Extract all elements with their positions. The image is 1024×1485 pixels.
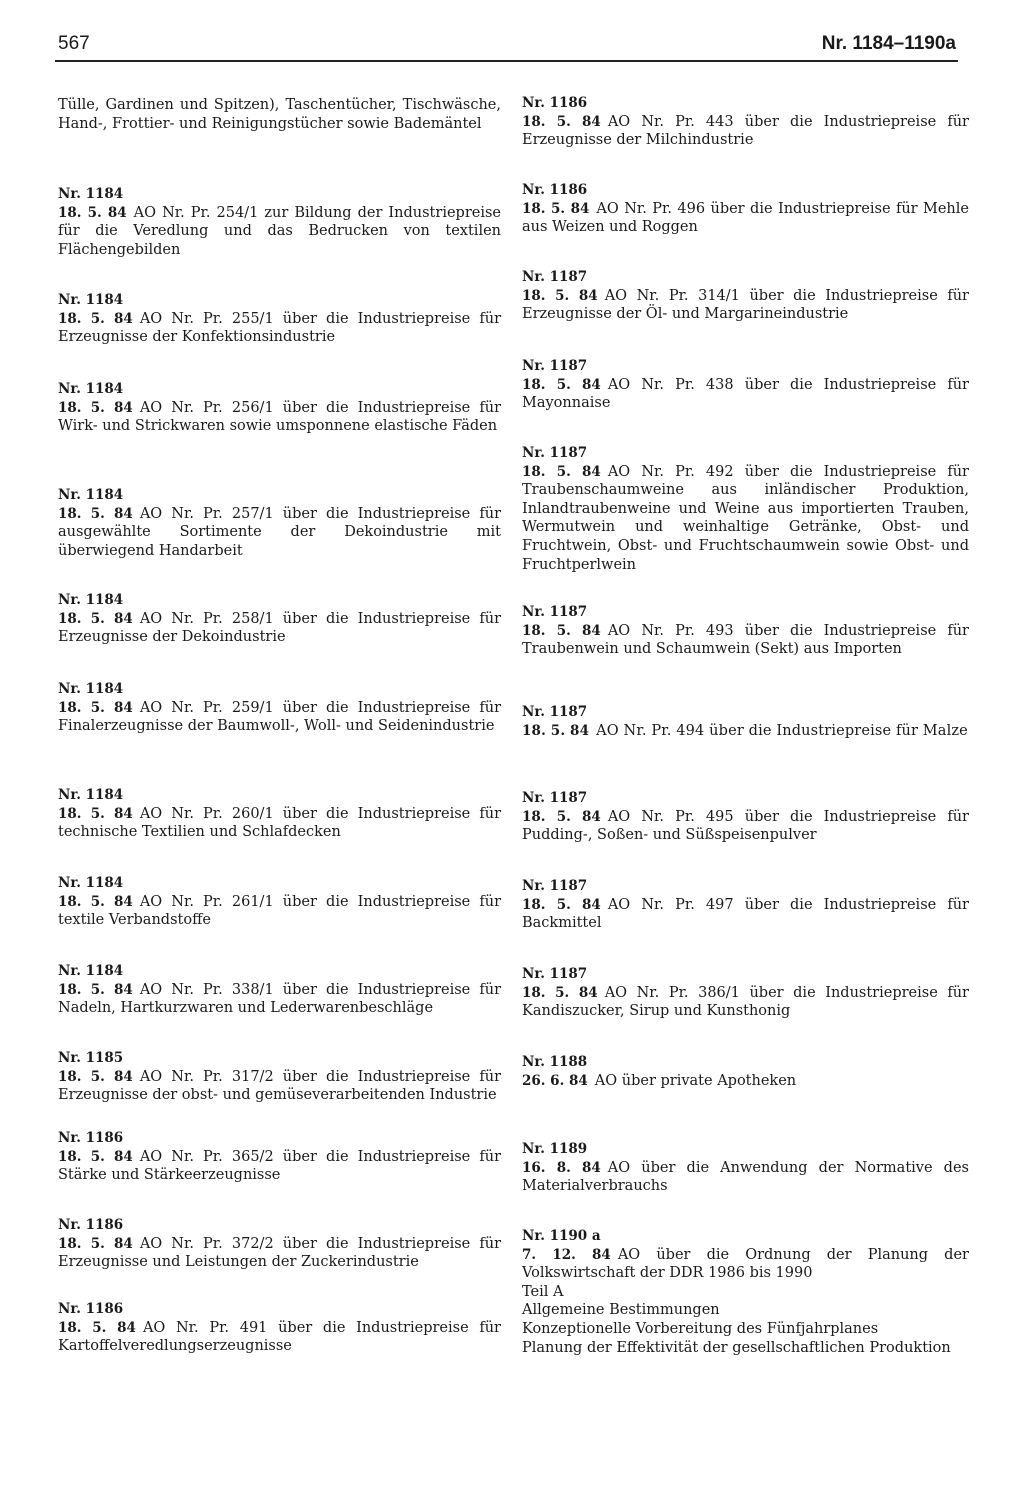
entry-body xyxy=(522,896,969,933)
entry-title: AO Nr. Pr. 338/1 über die Industriepreise für Nadeln, Hartkurzwaren und Lederwarenbeschläge xyxy=(58,981,501,1017)
page-header xyxy=(55,30,958,62)
entry-body xyxy=(58,805,501,842)
entry-date: 18. 5. 84 xyxy=(58,610,133,627)
entry-number: Nr. 1184 xyxy=(58,787,124,803)
entry-number: Nr. 1187 xyxy=(522,790,588,806)
entry-title: AO Nr. Pr. 259/1 über die Industriepreise für Finalerzeugnisse der Baumwoll-, Woll- und Seidenindustrie xyxy=(58,699,501,735)
entry-number: Nr. 1189 xyxy=(522,1141,588,1157)
entry-number: Nr. 1186 xyxy=(522,95,588,111)
entry xyxy=(58,680,501,736)
entry-number: Nr. 1187 xyxy=(522,966,588,982)
entry-body xyxy=(58,310,501,347)
entry-title: AO Nr. Pr. 386/1 über die Industriepreise für Kandiszucker, Sirup und Kunsthonig xyxy=(522,984,969,1020)
entry-number: Nr. 1184 xyxy=(58,875,124,891)
entry-body xyxy=(58,1319,501,1356)
entry-date: 18. 5. 84 xyxy=(58,310,133,327)
entry-number: Nr. 1186 xyxy=(58,1130,124,1146)
entry-title: AO Nr. Pr. 257/1 über die Industriepreise für ausgewählte Sortimente der Dekoindustrie mit überwiegend Handarbeit xyxy=(58,505,501,559)
entry-body xyxy=(58,699,501,736)
entry xyxy=(58,874,501,930)
entry-title: AO über die Ordnung der Planung der Volkswirtschaft der DDR 1986 bis 1990 xyxy=(522,1246,969,1282)
entry xyxy=(522,268,969,324)
entry xyxy=(58,185,501,259)
entry-title: AO Nr. Pr. 372/2 über die Industriepreise für Erzeugnisse und Leistungen der Zuckerindustrie xyxy=(58,1235,501,1271)
entry xyxy=(58,962,501,1018)
entry-number: Nr. 1187 xyxy=(522,358,588,374)
entry-body xyxy=(522,1072,969,1091)
entry xyxy=(58,1300,501,1356)
entry-number: Nr. 1187 xyxy=(522,269,588,285)
entry-date: 18. 5. 84 xyxy=(58,204,127,221)
entry-title: AO über die Anwendung der Normative des Materialverbrauchs xyxy=(522,1159,969,1195)
entry-date: 26. 6. 84 xyxy=(522,1072,588,1089)
entry-subtitle: Planung der Effektivität der gesellschaftlichen Produktion xyxy=(522,1339,951,1356)
entry-title: AO Nr. Pr. 314/1 über die Industriepreise für Erzeugnisse der Öl- und Margarineindustrie xyxy=(522,287,969,323)
entry-body xyxy=(58,610,501,647)
entry-date: 18. 5. 84 xyxy=(58,699,133,716)
entry xyxy=(58,1216,501,1272)
entry xyxy=(522,1053,969,1090)
entry-title: AO Nr. Pr. 493 über die Industriepreise für Traubenwein und Schaumwein (Sekt) aus Importen xyxy=(522,622,969,658)
entry xyxy=(522,444,969,574)
entry xyxy=(58,1129,501,1185)
entry-title: AO Nr. Pr. 258/1 über die Industriepreise für Erzeugnisse der Dekoindustrie xyxy=(58,610,501,646)
entry-number: Nr. 1186 xyxy=(58,1217,124,1233)
entry-title: AO über private Apotheken xyxy=(594,1072,797,1089)
entry-subtitle: Allgemeine Bestimmungen xyxy=(522,1302,720,1319)
entry-date: 18. 5. 84 xyxy=(522,200,590,217)
entry-number: Nr. 1184 xyxy=(58,681,124,697)
entry-title: AO Nr. Pr. 497 über die Industriepreise für Backmittel xyxy=(522,896,969,932)
entry xyxy=(522,703,969,740)
entry xyxy=(522,603,969,659)
entry-number: Nr. 1184 xyxy=(58,381,124,397)
entry-body xyxy=(522,200,969,237)
entry-body xyxy=(522,113,969,150)
entry-body xyxy=(58,1068,501,1105)
entry-number: Nr. 1184 xyxy=(58,487,124,503)
entry xyxy=(58,380,501,436)
entry-date: 7. 12. 84 xyxy=(522,1246,611,1263)
entry xyxy=(58,486,501,560)
entry-date: 18. 5. 84 xyxy=(522,984,598,1001)
entry xyxy=(522,181,969,237)
entry-date: 18. 5. 84 xyxy=(58,1319,136,1336)
entry-body xyxy=(58,1235,501,1272)
entry xyxy=(58,291,501,347)
entry xyxy=(522,877,969,933)
entry-number: Nr. 1184 xyxy=(58,963,124,979)
entry-date: 18. 5. 84 xyxy=(58,1068,133,1085)
entry-body xyxy=(522,376,969,413)
entry-body xyxy=(522,622,969,659)
entry-date: 18. 5. 84 xyxy=(522,808,601,825)
entry-title: AO Nr. Pr. 492 über die Industriepreise für Traubenschaumweine aus inländischer Produktion, Inlandtraubenweine und Weine aus importierten Trauben, Wermutwein und weinhaltige Getränke, Obst- und Fruchtwein, Obst- und Fruchtschaumwein sowie Obst- und Fruchtperlwein xyxy=(522,463,969,573)
entry-body xyxy=(58,204,501,260)
entry-body xyxy=(58,1148,501,1185)
entry-date: 18. 5. 84 xyxy=(58,981,133,998)
entry xyxy=(522,357,969,413)
entry xyxy=(58,1049,501,1105)
entry-subtitle: Konzeptionelle Vorbereitung des Fünfjahrplanes xyxy=(522,1320,879,1337)
entry-date: 18. 5. 84 xyxy=(58,505,133,522)
page-range-title: Nr. 1184–1190a xyxy=(821,33,956,54)
entry-date: 18. 5. 84 xyxy=(58,805,133,822)
entry-title: AO Nr. Pr. 443 über die Industriepreise für Erzeugnisse der Milchindustrie xyxy=(522,113,969,149)
entry xyxy=(522,94,969,150)
entry-date: 18. 5. 84 xyxy=(58,893,133,910)
entry-title: AO Nr. Pr. 256/1 über die Industriepreise für Wirk- und Strickwaren sowie umsponnene elastische Fäden xyxy=(58,399,501,435)
entry-date: 18. 5. 84 xyxy=(58,1235,133,1252)
entry-date: 18. 5. 84 xyxy=(522,287,598,304)
entry-title: AO Nr. Pr. 496 über die Industriepreise für Mehle aus Weizen und Roggen xyxy=(522,200,969,236)
entry-body xyxy=(522,722,969,741)
entry-title: AO Nr. Pr. 260/1 über die Industriepreise für technische Textilien und Schlafdecken xyxy=(58,805,501,841)
entry-title: AO Nr. Pr. 255/1 über die Industriepreise für Erzeugnisse der Konfektionsindustrie xyxy=(58,310,501,346)
entry xyxy=(522,1227,969,1357)
entry-number: Nr. 1190 a xyxy=(522,1228,601,1244)
entry-body xyxy=(522,1246,969,1283)
entry-number: Nr. 1184 xyxy=(58,292,124,308)
entry xyxy=(58,591,501,647)
continuation-paragraph: Tülle, Gardinen und Spitzen), Taschentücher, Tischwäsche, Hand-, Frottier- und Reinigungstücher sowie Bademäntel xyxy=(58,97,501,132)
entry-body xyxy=(522,808,969,845)
entry-body xyxy=(58,981,501,1018)
entry-body xyxy=(58,893,501,930)
entry-number: Nr. 1185 xyxy=(58,1050,124,1066)
entry-date: 18. 5. 84 xyxy=(58,399,133,416)
entry-date: 18. 5. 84 xyxy=(58,1148,133,1165)
entry-number: Nr. 1187 xyxy=(522,704,588,720)
entry xyxy=(58,786,501,842)
entry xyxy=(522,789,969,845)
entry-date: 18. 5. 84 xyxy=(522,896,601,913)
entry-date: 18. 5. 84 xyxy=(522,463,601,480)
page-number: 567 xyxy=(58,33,90,54)
entry-number: Nr. 1188 xyxy=(522,1054,588,1070)
entry-number: Nr. 1184 xyxy=(58,186,124,202)
entry-date: 18. 5. 84 xyxy=(522,113,601,130)
entry xyxy=(522,965,969,1021)
entry-body xyxy=(522,287,969,324)
entry-subtitle: Teil A xyxy=(522,1283,564,1300)
entry-number: Nr. 1187 xyxy=(522,604,588,620)
entry-title: AO Nr. Pr. 317/2 über die Industriepreise für Erzeugnisse der obst- und gemüseverarbeitenden Industrie xyxy=(58,1068,501,1104)
entry-title: AO Nr. Pr. 491 über die Industriepreise für Kartoffelveredlungserzeugnisse xyxy=(58,1319,501,1355)
entry-number: Nr. 1186 xyxy=(58,1301,124,1317)
entry-number: Nr. 1187 xyxy=(522,445,588,461)
entry-date: 18. 5. 84 xyxy=(522,376,601,393)
entry-title: AO Nr. Pr. 438 über die Industriepreise für Mayonnaise xyxy=(522,376,969,412)
entry-body xyxy=(58,505,501,561)
entry-date: 18. 5. 84 xyxy=(522,722,590,739)
entry-number: Nr. 1187 xyxy=(522,878,588,894)
entry-title: AO Nr. Pr. 261/1 über die Industriepreise für textile Verbandstoffe xyxy=(58,893,501,929)
entry-title: AO Nr. Pr. 254/1 zur Bildung der Industriepreise für die Veredlung und das Bedrucken von textilen Flächengebilden xyxy=(58,204,501,258)
entry-number: Nr. 1186 xyxy=(522,182,588,198)
entry-date: 16. 8. 84 xyxy=(522,1159,601,1176)
entry-title: AO Nr. Pr. 365/2 über die Industriepreise für Stärke und Stärkeerzeugnisse xyxy=(58,1148,501,1184)
entry-body xyxy=(522,1159,969,1196)
entry-number: Nr. 1184 xyxy=(58,592,124,608)
entry-body xyxy=(58,399,501,436)
entry-date: 18. 5. 84 xyxy=(522,622,601,639)
entry-title: AO Nr. Pr. 495 über die Industriepreise für Pudding-, Soßen- und Süßspeisenpulver xyxy=(522,808,969,844)
entry xyxy=(522,1140,969,1196)
continuation-text xyxy=(58,96,501,133)
entry-body xyxy=(522,984,969,1021)
entry-body xyxy=(522,463,969,575)
entry-title: AO Nr. Pr. 494 über die Industriepreise für Malze xyxy=(596,722,968,739)
